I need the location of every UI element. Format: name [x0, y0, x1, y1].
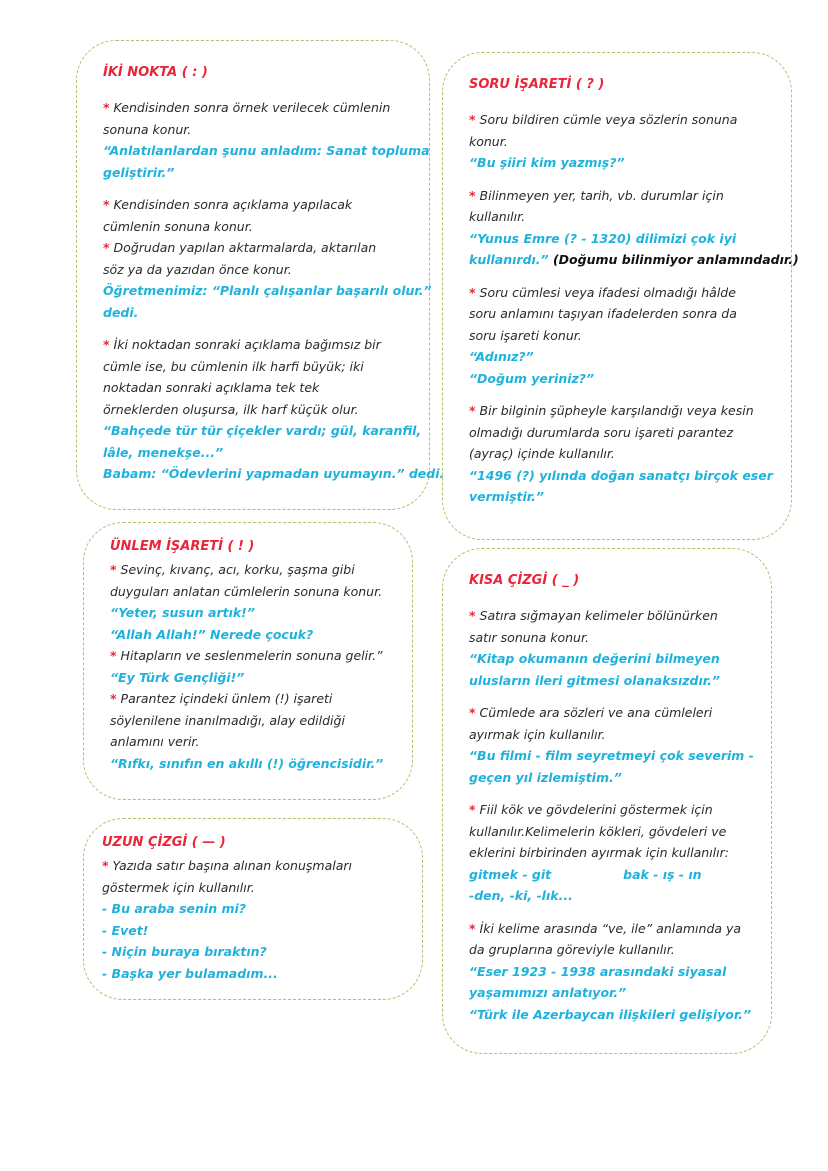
example-text: “Kitap okumanın değerini bilmeyen: [469, 651, 720, 666]
card-soru-isareti: [442, 52, 799, 540]
asterisk-icon: *: [103, 100, 110, 115]
example-text: geliştirir.”: [103, 164, 175, 180]
asterisk-icon: *: [103, 240, 110, 255]
note-text: (Doğumu bilinmiyor anlamındadır.): [552, 252, 799, 267]
rule-text: İki kelime arasında “ve, ile” anlamında ya: [479, 920, 742, 936]
rule-text: Bir bilginin şüpheyle karşılandığı veya kesin: [479, 403, 754, 418]
card-unlem: [83, 522, 413, 800]
rule-text: anlamını verir.: [110, 734, 200, 749]
rule-text: Sevinç, kıvanç, acı, korku, şaşma gibi: [120, 562, 355, 577]
asterisk-icon: *: [469, 920, 476, 936]
example-text: vermiştir.”: [469, 489, 544, 504]
example-text: “Doğum yeriniz?”: [469, 370, 595, 386]
rule-block: [469, 109, 769, 174]
rule-block: [110, 559, 390, 774]
rule-text: duyguları anlatan cümlelerin sonuna konur.: [110, 583, 383, 599]
rule-text: noktadan sonraki açıklama tek tek: [103, 380, 320, 395]
example-text: “Yunus Emre (? - 1320) dilimizi çok iyi: [469, 230, 737, 246]
rule-text: soru işareti konur.: [469, 327, 582, 343]
example-text: ulusların ileri gitmesi olanaksızdır.”: [469, 672, 720, 688]
rule-block: [469, 702, 754, 788]
example-text: gitmek - git: [469, 866, 552, 882]
card-title: SORU İŞARETİ ( ? ): [469, 77, 605, 92]
asterisk-icon: *: [469, 187, 476, 203]
rule-text: söz ya da yazıdan önce konur.: [103, 261, 292, 277]
rule-text: Kendisinden sonra örnek verilecek cümlenin: [113, 100, 391, 115]
rule-text: cümlenin sonuna konur.: [103, 218, 253, 234]
example-text: “Yeter, susun artık!”: [110, 605, 255, 620]
rule-text: ayırmak için kullanılır.: [469, 726, 606, 742]
rule-text: Cümlede ara sözleri ve ana cümleleri: [479, 705, 713, 720]
rule-text: göstermek için kullanılır.: [102, 879, 255, 895]
rule-text: Kendisinden sonra açıklama yapılacak: [113, 197, 353, 212]
rule-block: [102, 855, 400, 984]
example-text: - Bu araba senin mi?: [102, 901, 247, 916]
rule-block: [103, 194, 432, 323]
example-text: Babam: “Ödevlerini yapmadan uyumayın.” dedi.: [103, 466, 445, 481]
rule-block: [103, 97, 430, 183]
example-text: - Başka yer bulamadım...: [102, 965, 278, 981]
asterisk-icon: *: [469, 403, 476, 418]
rule-text: da gruplarına göreviyle kullanılır.: [469, 942, 675, 957]
card-iki-nokta: [76, 40, 445, 510]
rule-text: Fiil kök ve gövdelerini göstermek için: [479, 802, 713, 817]
asterisk-icon: *: [110, 648, 117, 663]
example-text: “1496 (?) yılında doğan sanatçı birçok eser: [469, 467, 773, 483]
rule-text: kullanılır.Kelimelerin kökleri, gövdeleri ve: [469, 823, 727, 839]
rule-text: konur.: [469, 133, 508, 149]
asterisk-icon: *: [469, 705, 476, 720]
card-title: ÜNLEM İŞARETİ ( ! ): [110, 539, 255, 554]
rule-text: Parantez içindeki ünlem (!) işareti: [120, 691, 333, 706]
example-text: “Anlatılanlardan şunu anladım: Sanat topluma: [103, 143, 430, 158]
asterisk-icon: *: [469, 112, 476, 127]
rule-block: [469, 282, 769, 390]
rule-text: İki noktadan sonraki açıklama bağımsız bir: [113, 337, 381, 352]
rule-block: [469, 918, 752, 1026]
rule-text: Satıra sığmayan kelimeler bölünürken: [479, 608, 718, 623]
example-text: Öğretmenimiz: “Planlı çalışanlar başarılı olur.”: [103, 283, 432, 298]
rule-text: söylenilene inanılmadığı, alay edildiği: [110, 712, 345, 728]
rule-text: Soru cümlesi veya ifadesi olmadığı hâlde: [479, 284, 736, 300]
card-kisa-cizgi: [442, 548, 772, 1054]
rule-block: [469, 185, 799, 271]
asterisk-icon: *: [103, 197, 110, 212]
asterisk-icon: *: [469, 284, 476, 300]
rule-block: [103, 334, 445, 485]
rule-text: soru anlamını taşıyan ifadelerden sonra da: [469, 306, 737, 321]
example-text: bak - ış - ın: [623, 866, 702, 882]
example-text: “Bu filmi - film seyretmeyi çok severim -: [469, 748, 754, 763]
example-text: “Eser 1923 - 1938 arasındaki siyasal: [469, 963, 727, 979]
example-text: - Evet!: [102, 922, 149, 938]
rule-text: örneklerden oluşursa, ilk harf küçük olur.: [103, 401, 359, 417]
asterisk-icon: *: [469, 608, 476, 623]
example-text: “Allah Allah!” Nerede çocuk?: [110, 626, 314, 642]
asterisk-icon: *: [102, 858, 109, 873]
asterisk-icon: *: [103, 337, 110, 352]
example-text: lâle, menekşe...”: [103, 444, 223, 460]
example-text: “Ey Türk Gençliği!”: [110, 669, 245, 685]
example-text: kullanırdı.”: [469, 252, 549, 267]
rule-text: cümle ise, bu cümlenin ilk harfi büyük; iki: [103, 358, 364, 374]
example-text: “Bahçede tür tür çiçekler vardı; gül, karanfil,: [103, 423, 422, 438]
rule-text: (ayraç) içinde kullanılır.: [469, 446, 615, 461]
rule-text: eklerini birbirinden ayırmak için kullanılır:: [469, 845, 729, 860]
example-text: - Niçin buraya bıraktın?: [102, 944, 267, 959]
rule-block: [469, 400, 773, 508]
example-text: “Türk ile Azerbaycan ilişkileri gelişiyor.”: [469, 1006, 752, 1022]
example-text: dedi.: [103, 304, 139, 320]
rule-text: olmadığı durumlarda soru işareti parantez: [469, 424, 734, 440]
example-text: “Adınız?”: [469, 349, 534, 364]
rule-text: Soru bildiren cümle veya sözlerin sonuna: [479, 112, 738, 127]
card-title: KISA ÇİZGİ ( _ ): [469, 573, 580, 588]
example-text: geçen yıl izlemiştim.”: [469, 769, 622, 785]
example-text: -den, -ki, -lık...: [469, 888, 573, 903]
rule-text: sonuna konur.: [103, 121, 192, 137]
rule-text: Hitapların ve seslenmelerin sonuna gelir.”: [120, 648, 383, 663]
card-uzun-cizgi: [83, 818, 423, 1000]
rule-text: Yazıda satır başına alınan konuşmaları: [112, 858, 352, 873]
example-text: “Bu şiiri kim yazmış?”: [469, 155, 625, 170]
rule-block: [469, 799, 749, 907]
asterisk-icon: *: [469, 802, 476, 817]
asterisk-icon: *: [110, 562, 117, 577]
rule-text: Bilinmeyen yer, tarih, vb. durumlar için: [479, 187, 724, 203]
asterisk-icon: *: [110, 691, 117, 706]
card-title: UZUN ÇİZGİ ( — ): [102, 835, 226, 850]
rule-text: Doğrudan yapılan aktarmalarda, aktarılan: [113, 240, 377, 255]
rule-block: [469, 605, 749, 691]
rule-text: kullanılır.: [469, 209, 526, 224]
rule-text: satır sonuna konur.: [469, 629, 589, 645]
example-text: yaşamımızı anlatıyor.”: [469, 985, 627, 1000]
example-text: “Rıfkı, sınıfın en akıllı (!) öğrencisidir.”: [110, 755, 384, 771]
card-title: İKİ NOKTA ( : ): [103, 65, 208, 80]
